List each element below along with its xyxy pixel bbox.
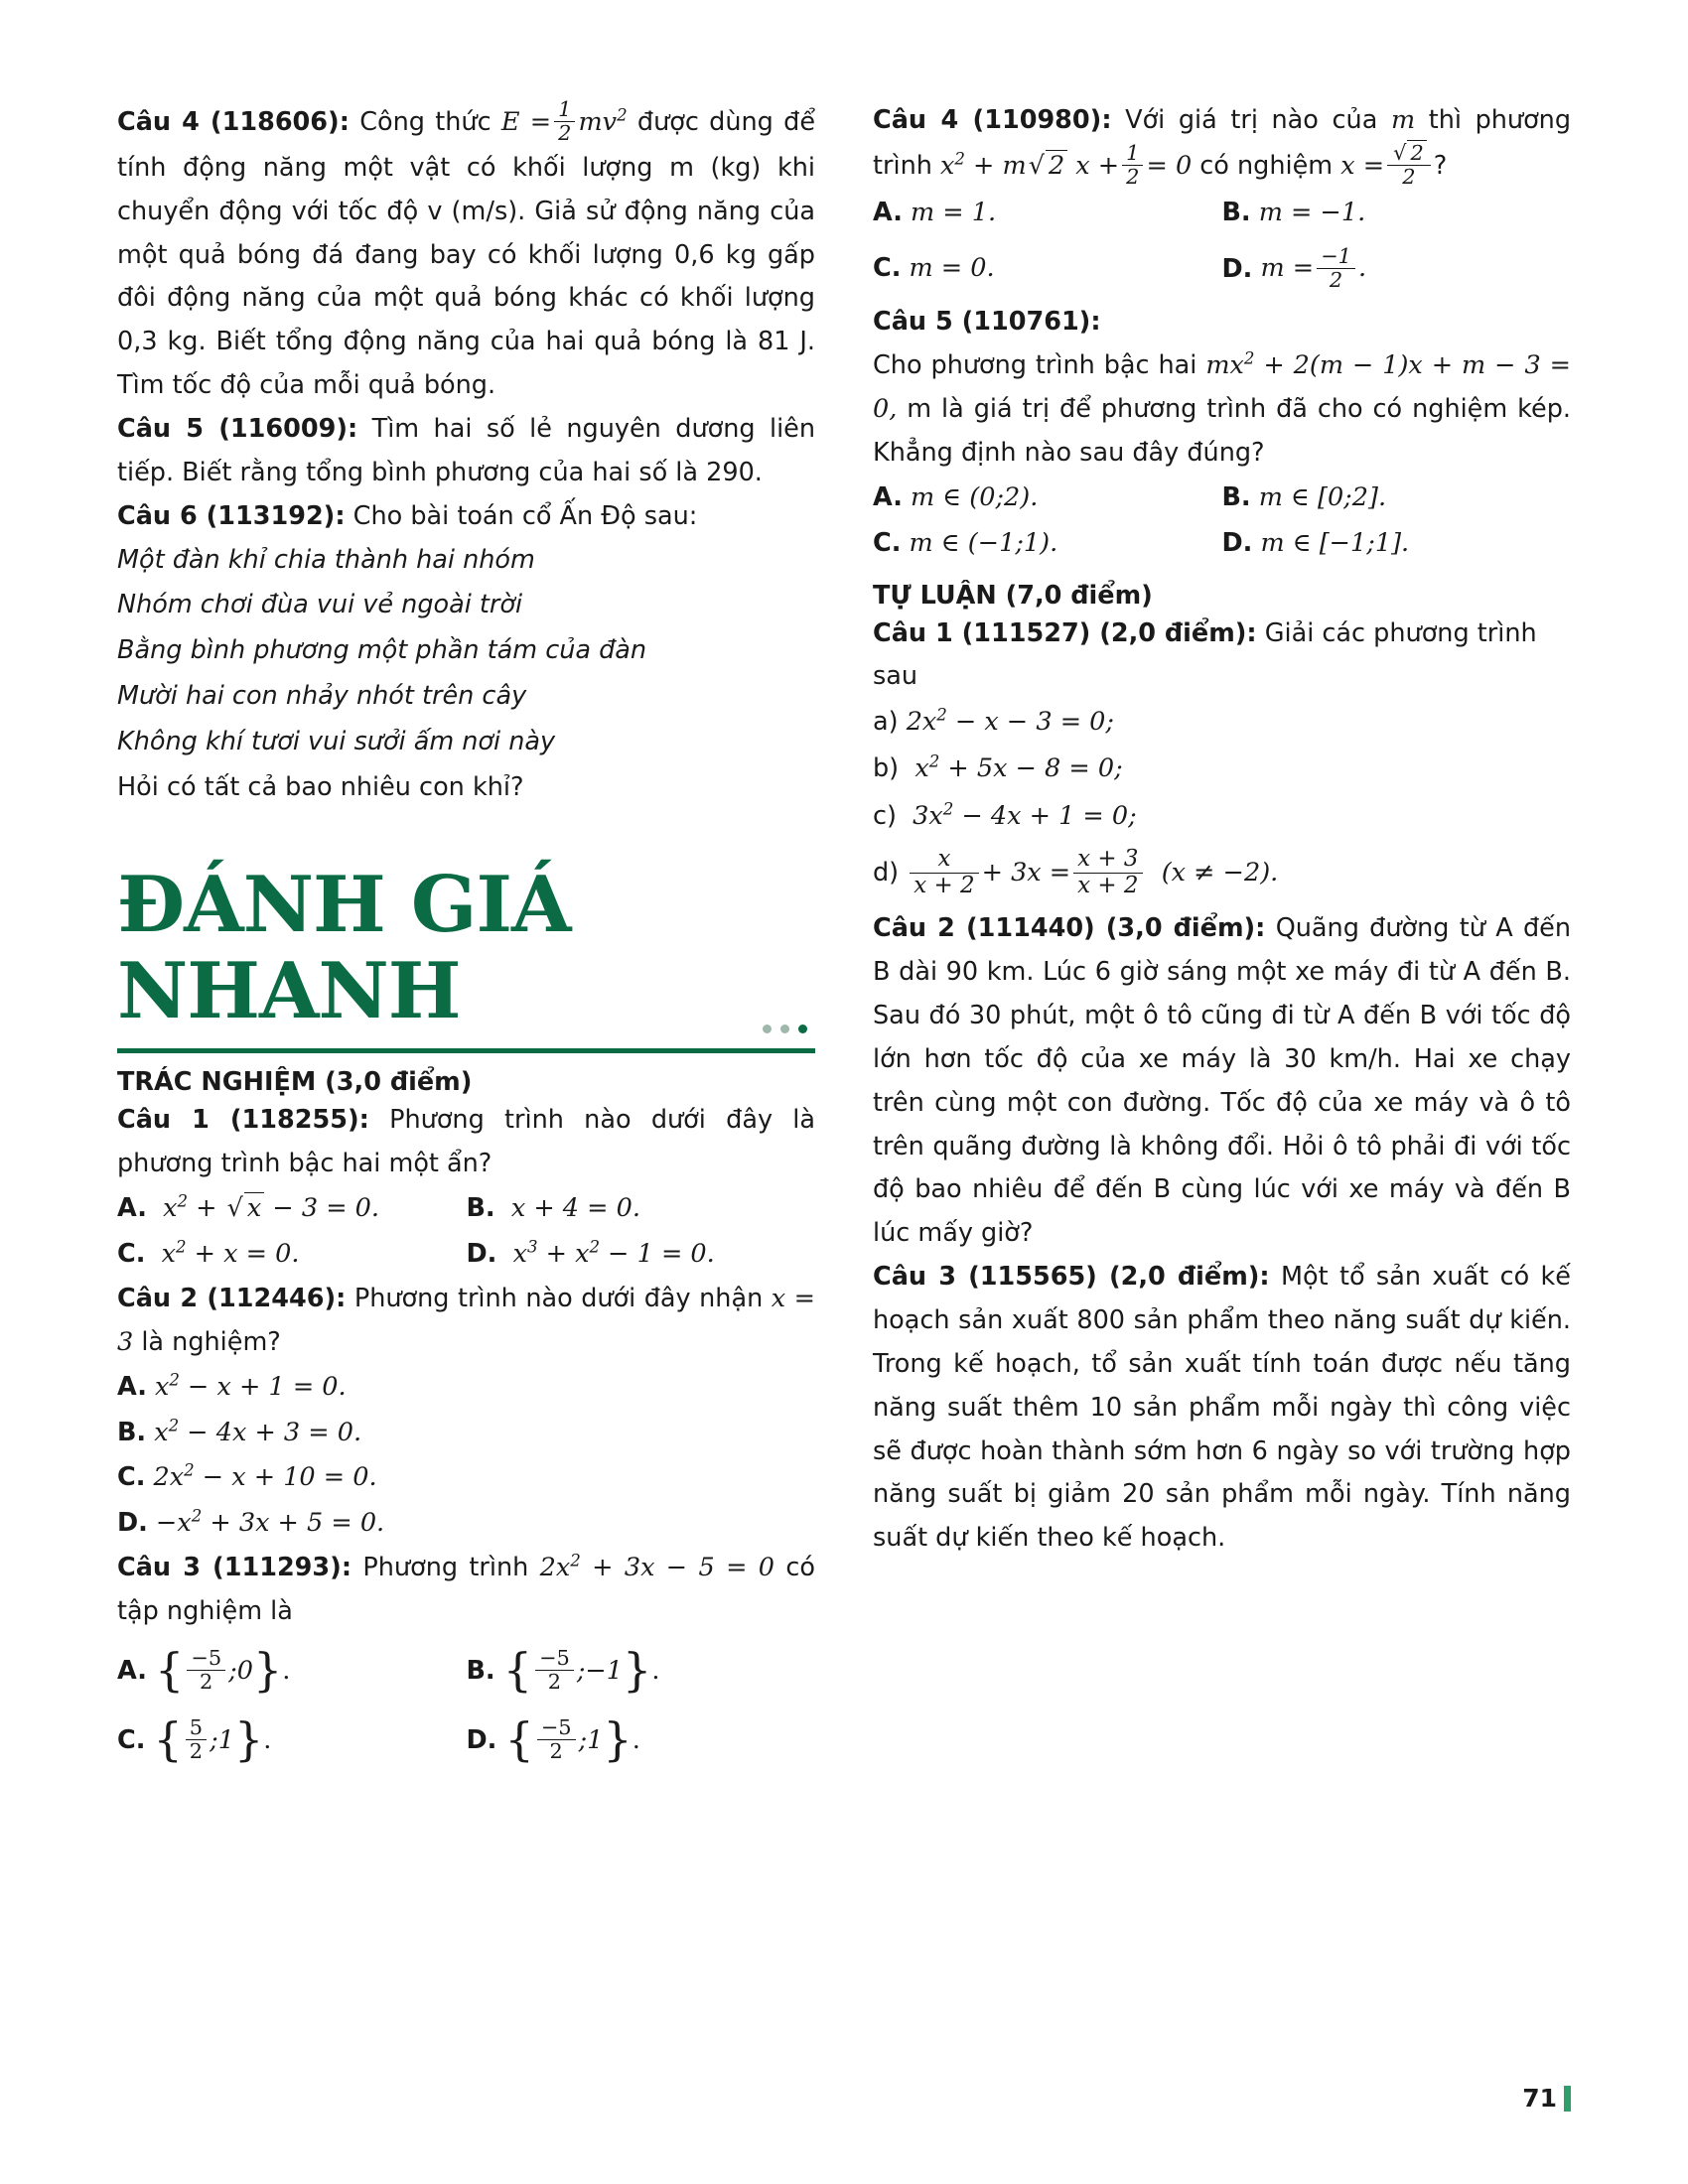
essay-question-1-item-b: b) $x^2 + 5x - 8 = 0$; — [873, 751, 1123, 784]
mc-question-4-label: Câu 4 (110980): — [873, 105, 1112, 135]
mc-question-3-text-2: có tập nghiệm là — [117, 1553, 816, 1627]
option-c: C. m = 0. — [873, 252, 995, 283]
essay-question-1-item-a: a) $2x^2 - x - 3 = 0$; — [873, 705, 1114, 738]
mc-question-2-text-1: Phương trình nào dưới đây nhận — [353, 1283, 764, 1313]
mc-question-5-text-1: Cho phương trình bậc hai — [873, 350, 1197, 381]
frac-num: −5 — [191, 1645, 222, 1670]
option-b: B. { $\frac{-5}{2}$ ;−1 } . — [466, 1643, 660, 1698]
question-4-118606 — [117, 99, 815, 408]
mc-question-1-options-row-2 — [117, 1232, 815, 1278]
mc-question-1 — [117, 1099, 815, 1186]
mc-question-2-text-2: là nghiệm? — [141, 1326, 281, 1357]
option-a: A. $x^2$ + √ x − 3 = 0. — [117, 1191, 379, 1224]
option-a: A. m ∈ (0;2). — [873, 481, 1039, 512]
option-c: C. { $\frac{5}{2}$ ;1 } . — [117, 1712, 272, 1767]
mc-question-5-body — [873, 344, 1571, 476]
question-6-113192 — [117, 495, 815, 539]
essay-question-2 — [873, 907, 1571, 1256]
mc-question-5-label-line — [873, 301, 1571, 344]
essay-question-1 — [873, 613, 1571, 700]
mc-question-3-options-row-2 — [117, 1712, 815, 1767]
section-title-tu-luan: TỰ LUẬN (7,0 điểm) — [873, 580, 1153, 611]
mc-question-4-var: m — [1390, 105, 1416, 135]
mc-question-3 — [117, 1547, 815, 1634]
question-5-text: Tìm hai số lẻ nguyên dương liên tiếp. Biết rằng tổng bình phương của hai số là 290. — [117, 413, 815, 487]
mc-question-3-label: Câu 3 (111293): — [117, 1553, 352, 1583]
option-d: D. { $\frac{-5}{2}$ ;1 } . — [466, 1712, 640, 1767]
question-6-text: Cho bài toán cổ Ấn Độ sau: — [352, 500, 698, 531]
mc-question-4-text-2: thì phương trình — [873, 105, 1572, 181]
mc-question-3-options-row-1 — [117, 1643, 815, 1698]
essay-question-3 — [873, 1256, 1571, 1561]
mc-question-4-qmark: ? — [1433, 150, 1448, 181]
essay-question-1-text: Giải các phương trình sau — [873, 617, 1537, 692]
option-d: D. m = $\frac{-1}{2}$ . — [1221, 243, 1367, 292]
mc-question-5-options-row-1 — [873, 476, 1571, 521]
question-4-text-after: được dùng để tính động năng một vật có khối lượng m (kg) khi chuyển động với tốc độ v (m/s). Giả sử động năng của một quả bóng đá đang bay có khối lượng 0,6 kg gấp đôi động năng của một quả bóng khác có khối lượng 0,3 kg. Biết tổng động năng của hai quả bóng là 81 J. Tìm tốc độ của mỗi quả bóng. — [117, 106, 816, 401]
two-column-layout — [117, 99, 1571, 1765]
mc-question-4-text-1: Với giá trị nào của — [1125, 105, 1378, 135]
option-d: D. m ∈ [−1;1]. — [1221, 527, 1410, 558]
option-b: B. m = −1. — [1221, 197, 1366, 227]
essay-question-1-label: Câu 1 (111527) (2,0 điểm): — [873, 617, 1257, 648]
essay-question-3-label: Câu 3 (115565) (2,0 điểm): — [873, 1262, 1270, 1293]
heading-rule — [117, 1048, 815, 1053]
question-4-label: Câu 4 (118606): — [117, 106, 350, 137]
option-b: B. m ∈ [0;2]. — [1221, 481, 1387, 512]
heading-line-1: ĐÁNH GIÁ — [117, 859, 571, 950]
mc-question-1-options-row-1 — [117, 1186, 815, 1232]
question-5-116009 — [117, 408, 815, 495]
question-6-poem — [117, 539, 815, 764]
mc-question-4-equation: $x^2 + m√$ 2 x + $\frac{1}{2}$ = 0 — [940, 140, 1193, 190]
question-6-final-question: Hỏi có tất cả bao nhiêu con khỉ? — [117, 771, 524, 802]
essay-question-2-text: Quãng đường từ A đến B dài 90 km. Lúc 6 giờ sáng một xe máy đi từ A đến B. Sau đó 30 phút, một ô tô cũng đi từ A đến B với tốc độ lớn hơn tốc độ của xe máy là 30 km/h. Hai xe chạy trên cùng một con đường. Tốc độ của xe máy và ô tô trên quãng đường là không đổi. Hỏi ô tô phải đi với tốc độ bao nhiêu để đến B cùng lúc với xe máy và đến B lúc mấy giờ? — [873, 913, 1571, 1249]
page-number — [1522, 2084, 1571, 2113]
left-column — [117, 99, 815, 1765]
heading-line-2: NHANH — [117, 946, 461, 1037]
mc-question-4 — [873, 99, 1571, 191]
mc-question-5-options-row-2 — [873, 521, 1571, 567]
mc-question-2-option-c: C. $2x^2 - x + 10 = 0$. — [117, 1460, 377, 1493]
poem-line-4: Mười hai con nhảy nhót trên cây — [117, 681, 527, 712]
mc-question-4-options-row-2 — [873, 243, 1571, 294]
option-a: A. { $\frac{-5}{2}$ ;0 } . — [117, 1643, 291, 1698]
mc-question-4-text-3: có nghiệm — [1199, 150, 1334, 181]
mc-question-1-label: Câu 1 (118255): — [117, 1105, 369, 1136]
option-b: B. x + 4 = 0. — [466, 1193, 640, 1224]
page-number-value: 71 — [1522, 2084, 1557, 2113]
mc-question-1-text: Phương trình nào dưới đây là phương trình bậc hai một ẩn? — [117, 1105, 816, 1179]
question-5-label: Câu 5 (116009): — [117, 413, 358, 444]
question-4-formula: E = $\frac{1}{2}$ $mv^2$ — [500, 97, 628, 146]
mc-question-4-options-row-1 — [873, 191, 1571, 236]
mc-question-5-text-2: m là giá trị để phương trình đã cho có nghiệm kép. Khẳng định nào sau đây đúng? — [873, 394, 1571, 468]
poem-line-1: Một đàn khỉ chia thành hai nhóm — [117, 544, 535, 575]
mc-question-2-option-a: A. $x^2 - x + 1 = 0$. — [117, 1370, 347, 1402]
frac-den: 2 — [187, 1670, 225, 1694]
mc-question-2-option-b: B. $x^2 - 4x + 3 = 0$. — [117, 1416, 362, 1447]
question-6-label: Câu 6 (113192): — [117, 500, 346, 531]
essay-question-1-item-d: d) $\frac{x}{x + 2}$ + 3x = $\frac{x + 3}{x + 2}$ (x ≠ −2). — [873, 845, 1279, 898]
poem-line-2: Nhóm chơi đùa vui vẻ ngoài trời — [117, 590, 523, 620]
mc-question-5-label: Câu 5 (110761): — [873, 307, 1101, 338]
page-number-bar — [1564, 2086, 1571, 2112]
essay-question-2-label: Câu 2 (111440) (3,0 điểm): — [873, 913, 1266, 944]
question-4-text-before: Công thức — [359, 106, 492, 137]
right-column — [873, 99, 1571, 1561]
mc-question-4-root: x = $\frac{√ 2}{2}$ — [1340, 151, 1434, 181]
section-title-trac-nghiem: TRÁC NGHIỆM (3,0 điểm) — [117, 1067, 473, 1098]
mc-question-5-equation: $mx^2 + 2(m - 1)x + m - 3 = 0$, — [873, 348, 1571, 425]
mc-question-3-text-1: Phương trình — [362, 1553, 529, 1583]
section-heading-danh-gia-nhanh — [117, 859, 815, 1054]
essay-question-1-item-c: c) $3x^2 - 4x + 1 = 0$; — [873, 799, 1137, 831]
option-c: C. $x^2 + x = 0$. — [117, 1237, 300, 1270]
mc-question-2 — [117, 1278, 815, 1365]
mc-question-2-x-value: x = 3 — [117, 1283, 815, 1357]
poem-line-3: Bằng bình phương một phần tám của đàn — [117, 635, 647, 666]
dots-decoration-icon — [763, 1024, 807, 1033]
essay-question-3-text: Một tổ sản xuất có kế hoạch sản xuất 800 sản phẩm theo năng suất dự kiến. Trong kế hoạch, tổ sản xuất tính toán được nếu tăng năng suất thêm 10 sản phẩm mỗi ngày thì công việc sẽ được hoàn thành sớm hơn 6 ngày so với trường hợp năng suất bị giảm 20 sản phẩm mỗi ngày. Tính năng suất dự kiến theo kế hoạch. — [873, 1262, 1571, 1554]
option-d: D. $x^3 + x^2 - 1 = 0$. — [466, 1237, 715, 1270]
option-a: A. m = 1. — [873, 197, 997, 227]
mc-question-2-option-d: D. $-x^2 + 3x + 5 = 0$. — [117, 1506, 385, 1539]
mc-question-3-equation: $2x^2 + 3x - 5 = 0$ — [539, 1551, 775, 1583]
poem-line-5: Không khí tươi vui sưởi ấm nơi này — [117, 726, 556, 756]
mc-question-2-label: Câu 2 (112446): — [117, 1283, 347, 1313]
option-c: C. m ∈ (−1;1). — [873, 527, 1058, 558]
